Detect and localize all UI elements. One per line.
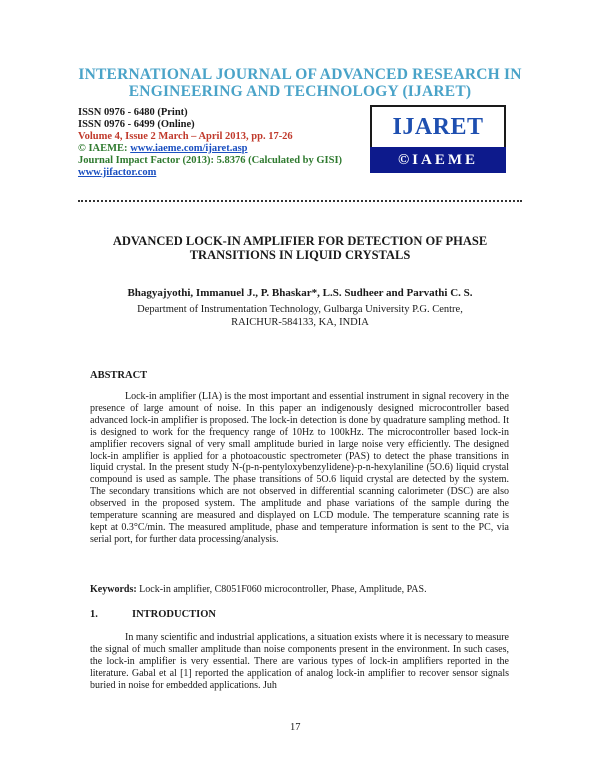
affiliation (78, 304, 522, 329)
keywords-text: Lock-in amplifier, C8051F060 microcontroller, Phase, Amplitude, PAS. (136, 584, 427, 595)
introduction-text: In many scientific and industrial applications, a situation exists where it is necessary to measure the signal of much smaller amplitude than noise components present in the environment. In such cases, the lock-in amplifier is very essential. There are various types of lock-in amplifiers reported in the literature. Gabal et al [1] reported the application of analog lock-in amplifier to recover sensor signals buried in noise for embedded applications. Juh (90, 632, 509, 691)
iaeme-line (78, 143, 248, 155)
paper-title-line2: TRANSITIONS IN LIQUID CRYSTALS (189, 248, 411, 262)
journal-title-line2: ENGINEERING AND TECHNOLOGY (IJARET) (128, 83, 472, 100)
paper-title (78, 234, 522, 262)
journal-logo: IJARET (370, 105, 506, 149)
keywords (90, 584, 509, 596)
authors: Bhagyajyothi, Immanuel J., P. Bhaskar*, L.S. Sudheer and Parvathi C. S. (127, 287, 473, 299)
page-number: 17 (290, 722, 301, 733)
abstract-text: Lock-in amplifier (LIA) is the most important and essential instrument in signal recovery in the presence of large amount of noise. In this paper an indigenously designed microcontroller based advanced lock-in amplifier is proposed. The lock-in detection is done by quadrature sampling method. It is designed to work for the frequency range of 10Hz to 100kHz. The microcontroller based lock-in amplifier recovers signal of very small amplitude buried in large noise very efficiently. The designed lock-in amplifier is applied for a photoacoustic spectrometer (PAS) to detect the phase transitions in liquid crystal. In the present study N-(p-n-pentyloxybenzylidene)-p-n-hexylaniline (5O.6) liquid crystal compound is used as sample. The phase transitions of 5O.6 liquid crystal are detected by the system. The secondary transitions which are not observed in differential scanning calorimeter (DSC) are also observed in the proposed system. The amplitude and phase variations of the sample during the temperature scanning are measured and displayed on LCD module. The temperature scanning rate is kept at 0.3°C/min. The measured amplitude, phase and temperature information is sent to the PC, via serial port, for further data processing/analysis. (90, 391, 509, 545)
affiliation-line1: Department of Instrumentation Technology, Gulbarga University P.G. Centre, (137, 304, 463, 315)
iaeme-logo-band: ©IAEME (370, 147, 506, 173)
journal-title-line1: INTERNATIONAL JOURNAL OF ADVANCED RESEARCH IN (78, 66, 522, 83)
affiliation-line2: RAICHUR-584133, KA, INDIA (231, 316, 369, 328)
journal-title (60, 66, 540, 100)
impact-factor: Journal Impact Factor (2013): 5.8376 (Calculated by GISI) (78, 155, 343, 166)
issn-online: ISSN 0976 - 6499 (Online) (78, 119, 195, 130)
volume-info: Volume 4, Issue 2 March – April 2013, pp. 17-26 (78, 131, 293, 142)
keywords-label: Keywords: (90, 584, 137, 595)
section-number: 1. (90, 609, 98, 620)
section-title: INTRODUCTION (132, 609, 217, 620)
iaeme-prefix: © IAEME: (78, 143, 131, 154)
jifactor-link[interactable]: www.jifactor.com (78, 167, 157, 178)
introduction-heading (90, 609, 216, 620)
issn-print: ISSN 0976 - 6480 (Print) (78, 107, 188, 118)
header-divider (78, 200, 522, 202)
paper-title-line1: ADVANCED LOCK-IN AMPLIFIER FOR DETECTION OF PHASE (112, 234, 488, 248)
abstract-heading: ABSTRACT (90, 370, 148, 381)
iaeme-link[interactable]: www.iaeme.com/ijaret.asp (130, 143, 248, 154)
